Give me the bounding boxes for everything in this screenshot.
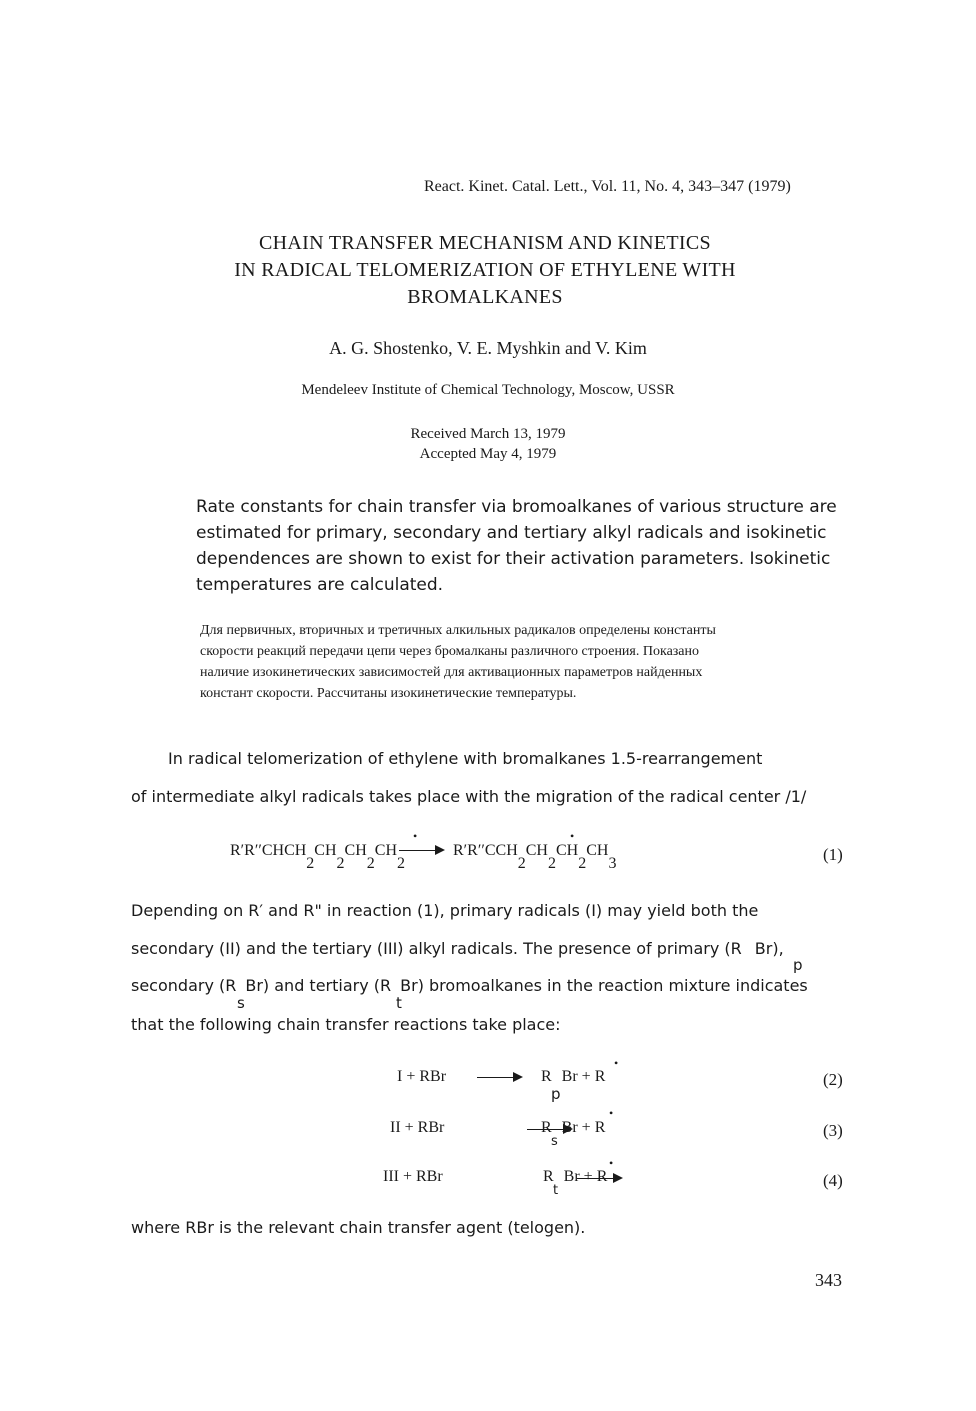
text-segment: Br), [754, 939, 784, 958]
equation-number: (2) [823, 1070, 843, 1089]
abstract-line: скорости реакций передачи цепи через бромалканы различного строения. Показано [200, 644, 700, 659]
equation-number: (4) [823, 1171, 843, 1190]
title-line: BROMALKANES [407, 286, 563, 308]
body-paragraph-line: Depending on R′ and R" in reaction (1), primary radicals (I) may yield both the [131, 901, 759, 920]
subscript: s [237, 994, 245, 1012]
body-paragraph-line: In radical telomerization of ethylene with bromalkanes 1.5-rearrangement [168, 749, 763, 768]
eq1-right-part: CH [555, 842, 579, 859]
abstract-line: констант скорости. Рассчитаны изокинетические температуры. [200, 686, 577, 701]
equation-2-reactants: I + RBr [397, 1068, 447, 1085]
title-line: IN RADICAL TELOMERIZATION OF ETHYLENE WITH [234, 259, 736, 281]
abstract-english [196, 494, 846, 598]
subscript: 2 [366, 855, 375, 872]
text-segment: Br) and tertiary (R [245, 976, 392, 995]
eq1-right-prefix: R′R′′CCH [453, 842, 518, 859]
subscript: p [793, 956, 803, 974]
equation-2-products [541, 1068, 605, 1086]
text-segment: R [541, 1119, 552, 1136]
body-paragraph-line [131, 976, 808, 995]
subscript: 2 [578, 855, 587, 872]
text-segment: secondary (R [131, 976, 237, 995]
equation-1 [230, 842, 617, 872]
body-paragraph-line [131, 939, 784, 958]
equation-3-reactants: II + RBr [390, 1119, 445, 1136]
abstract-line: Для первичных, вторичных и третичных алкильных радикалов определены константы [200, 623, 716, 638]
journal-citation: React. Kinet. Catal. Lett., Vol. 11, No. 4, 343–347 (1979) [424, 178, 791, 195]
reaction-arrow-icon [399, 844, 445, 858]
abstract-line: estimated for primary, secondary and tertiary alkyl radicals and isokinetic [196, 523, 827, 543]
subscript: 3 [608, 855, 617, 872]
article-title [150, 230, 820, 311]
subscript: s [551, 1134, 558, 1149]
radical-dot-icon: • [614, 1056, 619, 1070]
eq1-left-part: CH [374, 842, 397, 859]
body-paragraph-line: of intermediate alkyl radicals takes place with the migration of the radical center /1/ [131, 787, 807, 806]
abstract-line: наличие изокинетических зависимостей для активационных параметров найденных [200, 665, 703, 680]
text-segment: Br) bromoalkanes in the reaction mixture indicates [400, 976, 808, 995]
authors: A. G. Shostenko, V. E. Myshkin and V. Kim [329, 338, 647, 358]
subscript: 2 [517, 855, 526, 872]
text-segment: Br + R [561, 1068, 606, 1085]
subscript: 2 [397, 855, 405, 872]
page-number: 343 [815, 1270, 842, 1290]
subscript: p [551, 1085, 561, 1103]
text-segment: Br + R [563, 1168, 608, 1185]
text-segment: secondary (II) and the tertiary (III) alkyl radicals. The presence of primary (R [131, 939, 742, 958]
affiliation: Mendeleev Institute of Chemical Technology, Moscow, USSR [301, 382, 675, 398]
radical-dot-icon: • [609, 1156, 614, 1170]
radical-dot-icon: • [609, 1106, 614, 1120]
title-line: CHAIN TRANSFER MECHANISM AND KINETICS [259, 232, 711, 254]
subscript: 2 [306, 855, 315, 872]
text-segment: Br + R [561, 1119, 606, 1136]
abstract-line: temperatures are calculated. [196, 575, 444, 595]
received-date: Received March 13, 1979 [410, 426, 566, 442]
abstract-line: Rate constants for chain transfer via bromoalkanes of various structure are [196, 497, 837, 517]
subscript: 2 [336, 855, 345, 872]
accepted-date: Accepted May 4, 1979 [419, 446, 557, 462]
text-segment: R [543, 1168, 554, 1185]
eq1-left-part: CH [344, 842, 367, 859]
eq1-right-part: CH [525, 842, 548, 859]
eq1-left-prefix: R′R′′CHCH [230, 842, 307, 859]
body-paragraph-line: that the following chain transfer reactions take place: [131, 1015, 561, 1034]
dates [0, 424, 976, 464]
abstract-line: dependences are shown to exist for their activation parameters. Isokinetic [196, 549, 831, 569]
subscript: t [553, 1183, 559, 1198]
equation-number: (1) [823, 845, 843, 864]
body-paragraph-line: where RBr is the relevant chain transfer agent (telogen). [131, 1218, 586, 1237]
abstract-russian [200, 620, 880, 704]
radical-dot-icon: • [570, 829, 575, 843]
subscript: 2 [547, 855, 556, 872]
equation-number: (3) [823, 1121, 843, 1140]
reaction-arrow-icon [477, 1071, 523, 1085]
text-segment: R [541, 1068, 552, 1085]
subscript: t [396, 994, 402, 1012]
eq1-left-part: CH [314, 842, 337, 859]
eq1-right-part: CH [586, 842, 609, 859]
equation-4-reactants: III + RBr [383, 1168, 443, 1185]
radical-dot-icon: • [413, 829, 418, 843]
